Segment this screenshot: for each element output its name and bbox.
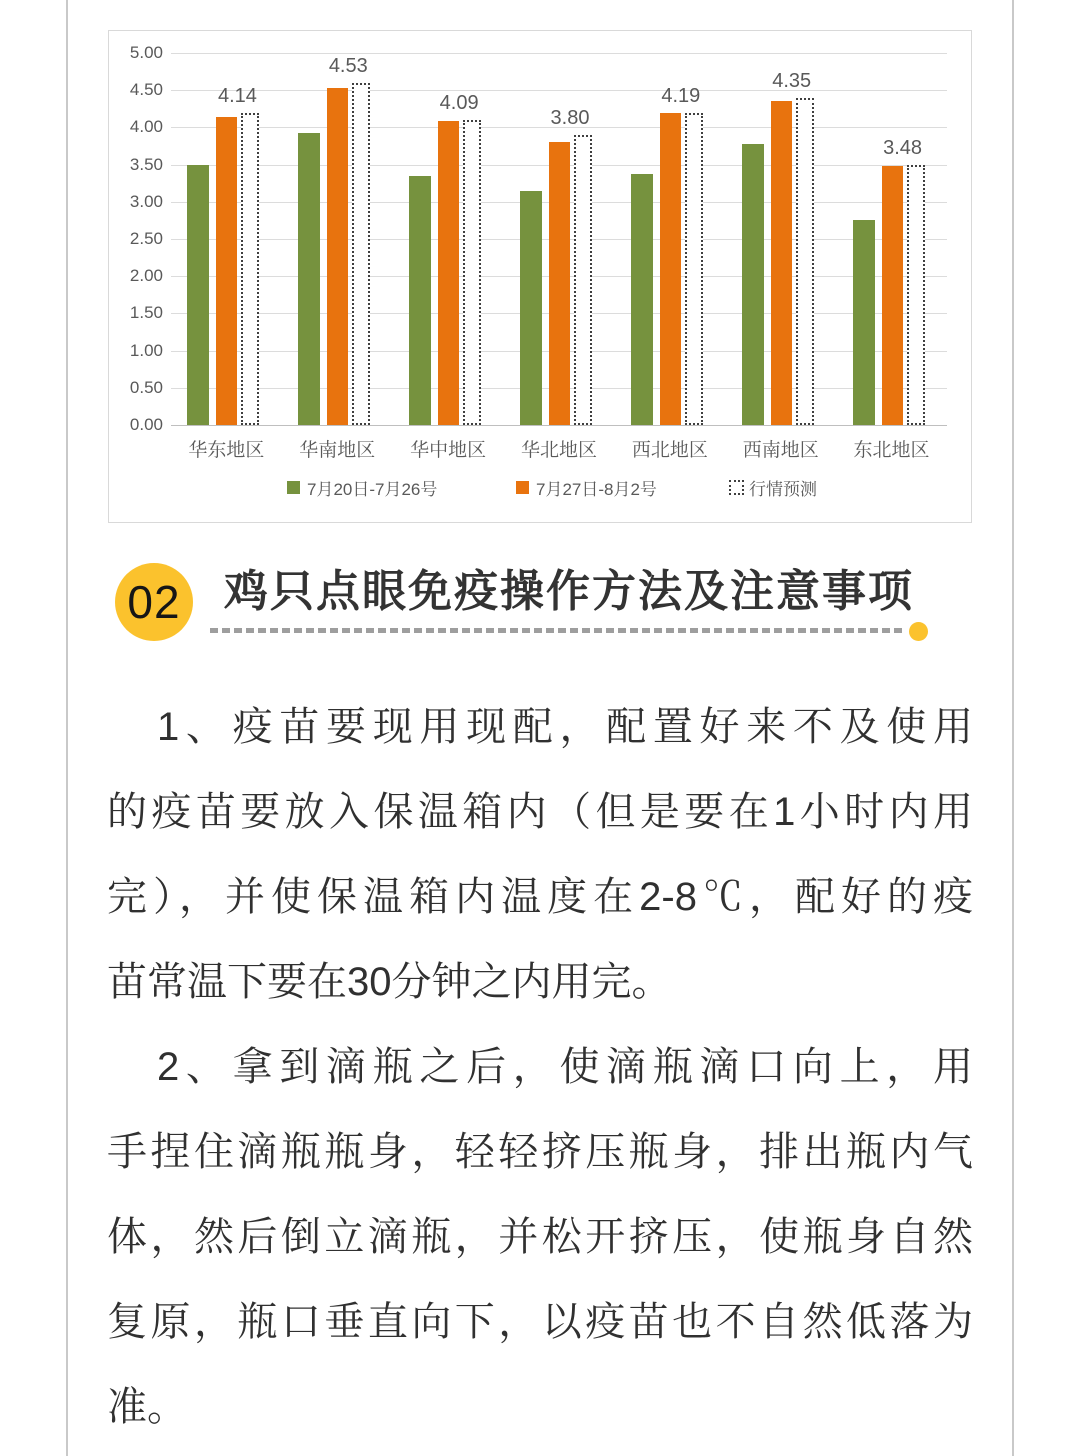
bar-forecast (907, 165, 925, 425)
bar-value-label: 4.35 (772, 69, 812, 92)
y-axis-tick-label: 0.00 (129, 415, 163, 434)
page-right-border-line (1012, 0, 1014, 1456)
y-axis-tick-label: 2.50 (129, 229, 163, 248)
legend-swatch (287, 481, 300, 494)
bar-forecast (574, 135, 592, 425)
bar-week1 (520, 191, 542, 425)
bar-forecast (685, 113, 703, 425)
legend-label: 行情预测 (749, 479, 817, 499)
y-axis-tick-label: 1.00 (129, 340, 163, 360)
bar-week2 (216, 117, 237, 425)
y-axis-tick-label: 3.50 (129, 154, 163, 174)
bar-week1 (298, 133, 320, 425)
bar-week2 (327, 88, 348, 425)
body-text-line: 复原，瓶口垂直向下，以疫苗也不自然低落为 (107, 1300, 973, 1344)
body-text-line: 苗常温下要在30分钟之内用完。 (107, 960, 672, 1004)
body-text-line: 完），并使保温箱内温度在2-8℃，配好的疫 (107, 875, 973, 919)
y-axis-tick-label: 3.00 (129, 191, 163, 211)
legend-swatch (516, 481, 529, 494)
y-axis-tick-label: 2.00 (129, 266, 163, 286)
bar-week2 (438, 121, 459, 425)
bar-forecast (796, 98, 814, 425)
dashed-separator (210, 628, 902, 633)
legend-item (729, 478, 817, 499)
x-axis-category-label: 西南地区 (742, 440, 819, 461)
body-text-line: 的疫苗要放入保温箱内（但是要在1小时内用 (107, 790, 973, 834)
bar-week1 (409, 176, 431, 425)
separator-end-dot (909, 622, 928, 641)
chart-gridline (171, 425, 947, 426)
bar-value-label: 3.80 (550, 106, 590, 129)
bar-value-label: 3.48 (883, 136, 923, 159)
bar-week2 (771, 101, 792, 425)
legend-item (287, 478, 438, 499)
legend-label: 7月20日-7月26号 (307, 479, 438, 499)
article-body (107, 685, 973, 1450)
x-axis-category-label: 华东地区 (188, 440, 265, 461)
bar-week2 (660, 113, 681, 425)
bar-forecast (241, 113, 259, 425)
bar-week2 (882, 166, 903, 425)
bar-week1 (742, 144, 764, 425)
legend-item (516, 478, 657, 499)
bar-value-label: 4.09 (439, 91, 479, 114)
body-text-line: 准。 (107, 1385, 187, 1429)
body-text-line: 体，然后倒立滴瓶，并松开挤压，使瓶身自然 (107, 1215, 973, 1259)
x-axis-category-label: 西北地区 (631, 440, 708, 461)
x-axis-category-label: 华中地区 (410, 440, 487, 461)
bar-week1 (631, 174, 653, 425)
section-number: 02 (127, 576, 181, 628)
bar-week1 (187, 165, 209, 425)
x-axis-category-label: 华北地区 (520, 440, 597, 461)
bar-week1 (853, 220, 875, 425)
legend-swatch (729, 480, 744, 495)
bar-value-label: 4.53 (328, 54, 368, 77)
bar-week2 (549, 142, 570, 425)
y-axis-tick-label: 4.50 (129, 80, 163, 100)
body-text-line: 1、疫苗要现用现配，配置好来不及使用 (157, 705, 973, 749)
legend-label: 7月27日-8月2号 (536, 479, 657, 499)
section-title: 鸡只点眼免疫操作方法及注意事项 (224, 567, 914, 616)
bar-forecast (463, 120, 481, 425)
x-axis-category-label: 东北地区 (853, 440, 930, 461)
chart-gridline (171, 53, 947, 54)
y-axis-tick-label: 5.00 (129, 43, 163, 62)
section-number-badge (115, 563, 193, 641)
bar-forecast (352, 83, 370, 425)
page-left-border-line (66, 0, 68, 1456)
x-axis-category-label: 华南地区 (299, 440, 376, 461)
regional-price-bar-chart (108, 30, 972, 523)
body-text-line: 2、拿到滴瓶之后，使滴瓶滴口向上，用 (157, 1045, 973, 1089)
y-axis-tick-label: 1.50 (129, 303, 163, 323)
bar-value-label: 4.19 (661, 84, 701, 107)
bar-value-label: 4.14 (217, 84, 257, 107)
body-text-line: 手捏住滴瓶瓶身，轻轻挤压瓶身，排出瓶内气 (107, 1130, 973, 1174)
y-axis-tick-label: 0.50 (129, 377, 163, 397)
y-axis-tick-label: 4.00 (129, 117, 163, 137)
